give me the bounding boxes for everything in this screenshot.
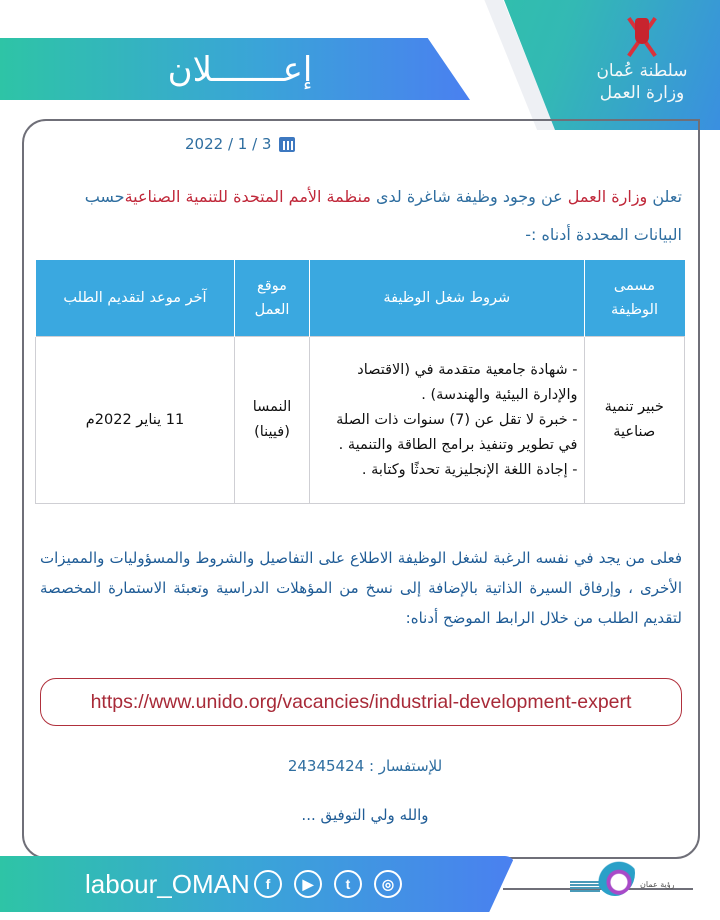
oman-emblem-icon [620,12,664,60]
intro-text [40,178,682,254]
header-location: موقع العمل [235,260,310,337]
location-city: (فيينا) [254,424,290,440]
logo-line-1: سلطنة عُمان [596,61,688,81]
vision-logo [590,850,650,900]
application-link[interactable]: https://www.unido.org/vacancies/industrial-development-expert [40,678,682,726]
vision-logo-text: رؤية عمان [640,880,675,889]
intro-part-1: تعلن [647,187,682,206]
location-country: النمسا [252,399,292,415]
calendar-icon [279,137,295,152]
header-job-title: مسمى الوظيفة [584,260,685,337]
instagram-icon[interactable]: ◎ [374,870,402,898]
intro-ministry: وزارة العمل [567,187,648,206]
table-row [36,337,685,504]
vacancy-table [35,260,685,504]
intro-part-2: عن وجود وظيفة شاغرة لدى [370,187,568,206]
cell-deadline: 11 يناير 2022م [36,337,235,504]
twitter-icon[interactable]: t [334,870,362,898]
logo-line-2: وزارة العمل [599,83,685,103]
announcement-date [185,135,295,153]
closing-text: والله ولي التوفيق ... [301,806,429,824]
enquiry-phone: للإستفسار : 24345424 [287,757,443,775]
intro-organization: منظمة الأمم المتحدة للتنمية الصناعية [124,187,371,206]
facebook-icon[interactable]: f [254,870,282,898]
date-value: 2022 / 1 / 3 [185,135,272,153]
condition-item: - إجادة اللغة الإنجليزية تحدثًا وكتابة . [361,461,578,478]
table-header-row [36,260,685,337]
social-handle[interactable]: labour_OMAN [85,869,250,899]
vision-swirl-icon [595,850,635,896]
condition-item: - شهادة جامعية متقدمة في (الاقتصاد والإدارة البيئية والهندسة) . [357,361,578,403]
youtube-icon[interactable]: ▶ [294,870,322,898]
header-deadline: آخر موعد لتقديم الطلب [36,260,235,337]
condition-item: - خبرة لا تقل عن (7) سنوات ذات الصلة في تطوير وتنفيذ برامج الطاقة والتنمية . [336,411,578,453]
intro-part-3: حسب البيانات المحددة أدناه :- [84,187,682,244]
ministry-logo [582,12,702,104]
cell-conditions [310,337,585,504]
cell-job-title: خبير تنمية صناعية [584,337,685,504]
apply-instructions: فعلى من يجد في نفسه الرغبة لشغل الوظيفة الاطلاع على التفاصيل والشروط والمسؤوليات والمميزات الأخرى ، وإرفاق السيرة الذاتية بالإضافة إلى نسخ من المؤهلات الدراسية وتعبئة الاستمارة المخصصة لتقديم الطلب من خلال الرابط الموضح أدناه: [40,549,682,627]
cell-location [235,337,310,504]
header-conditions: شروط شغل الوظيفة [310,260,585,337]
page-title: إعـــــــلان [167,50,313,90]
